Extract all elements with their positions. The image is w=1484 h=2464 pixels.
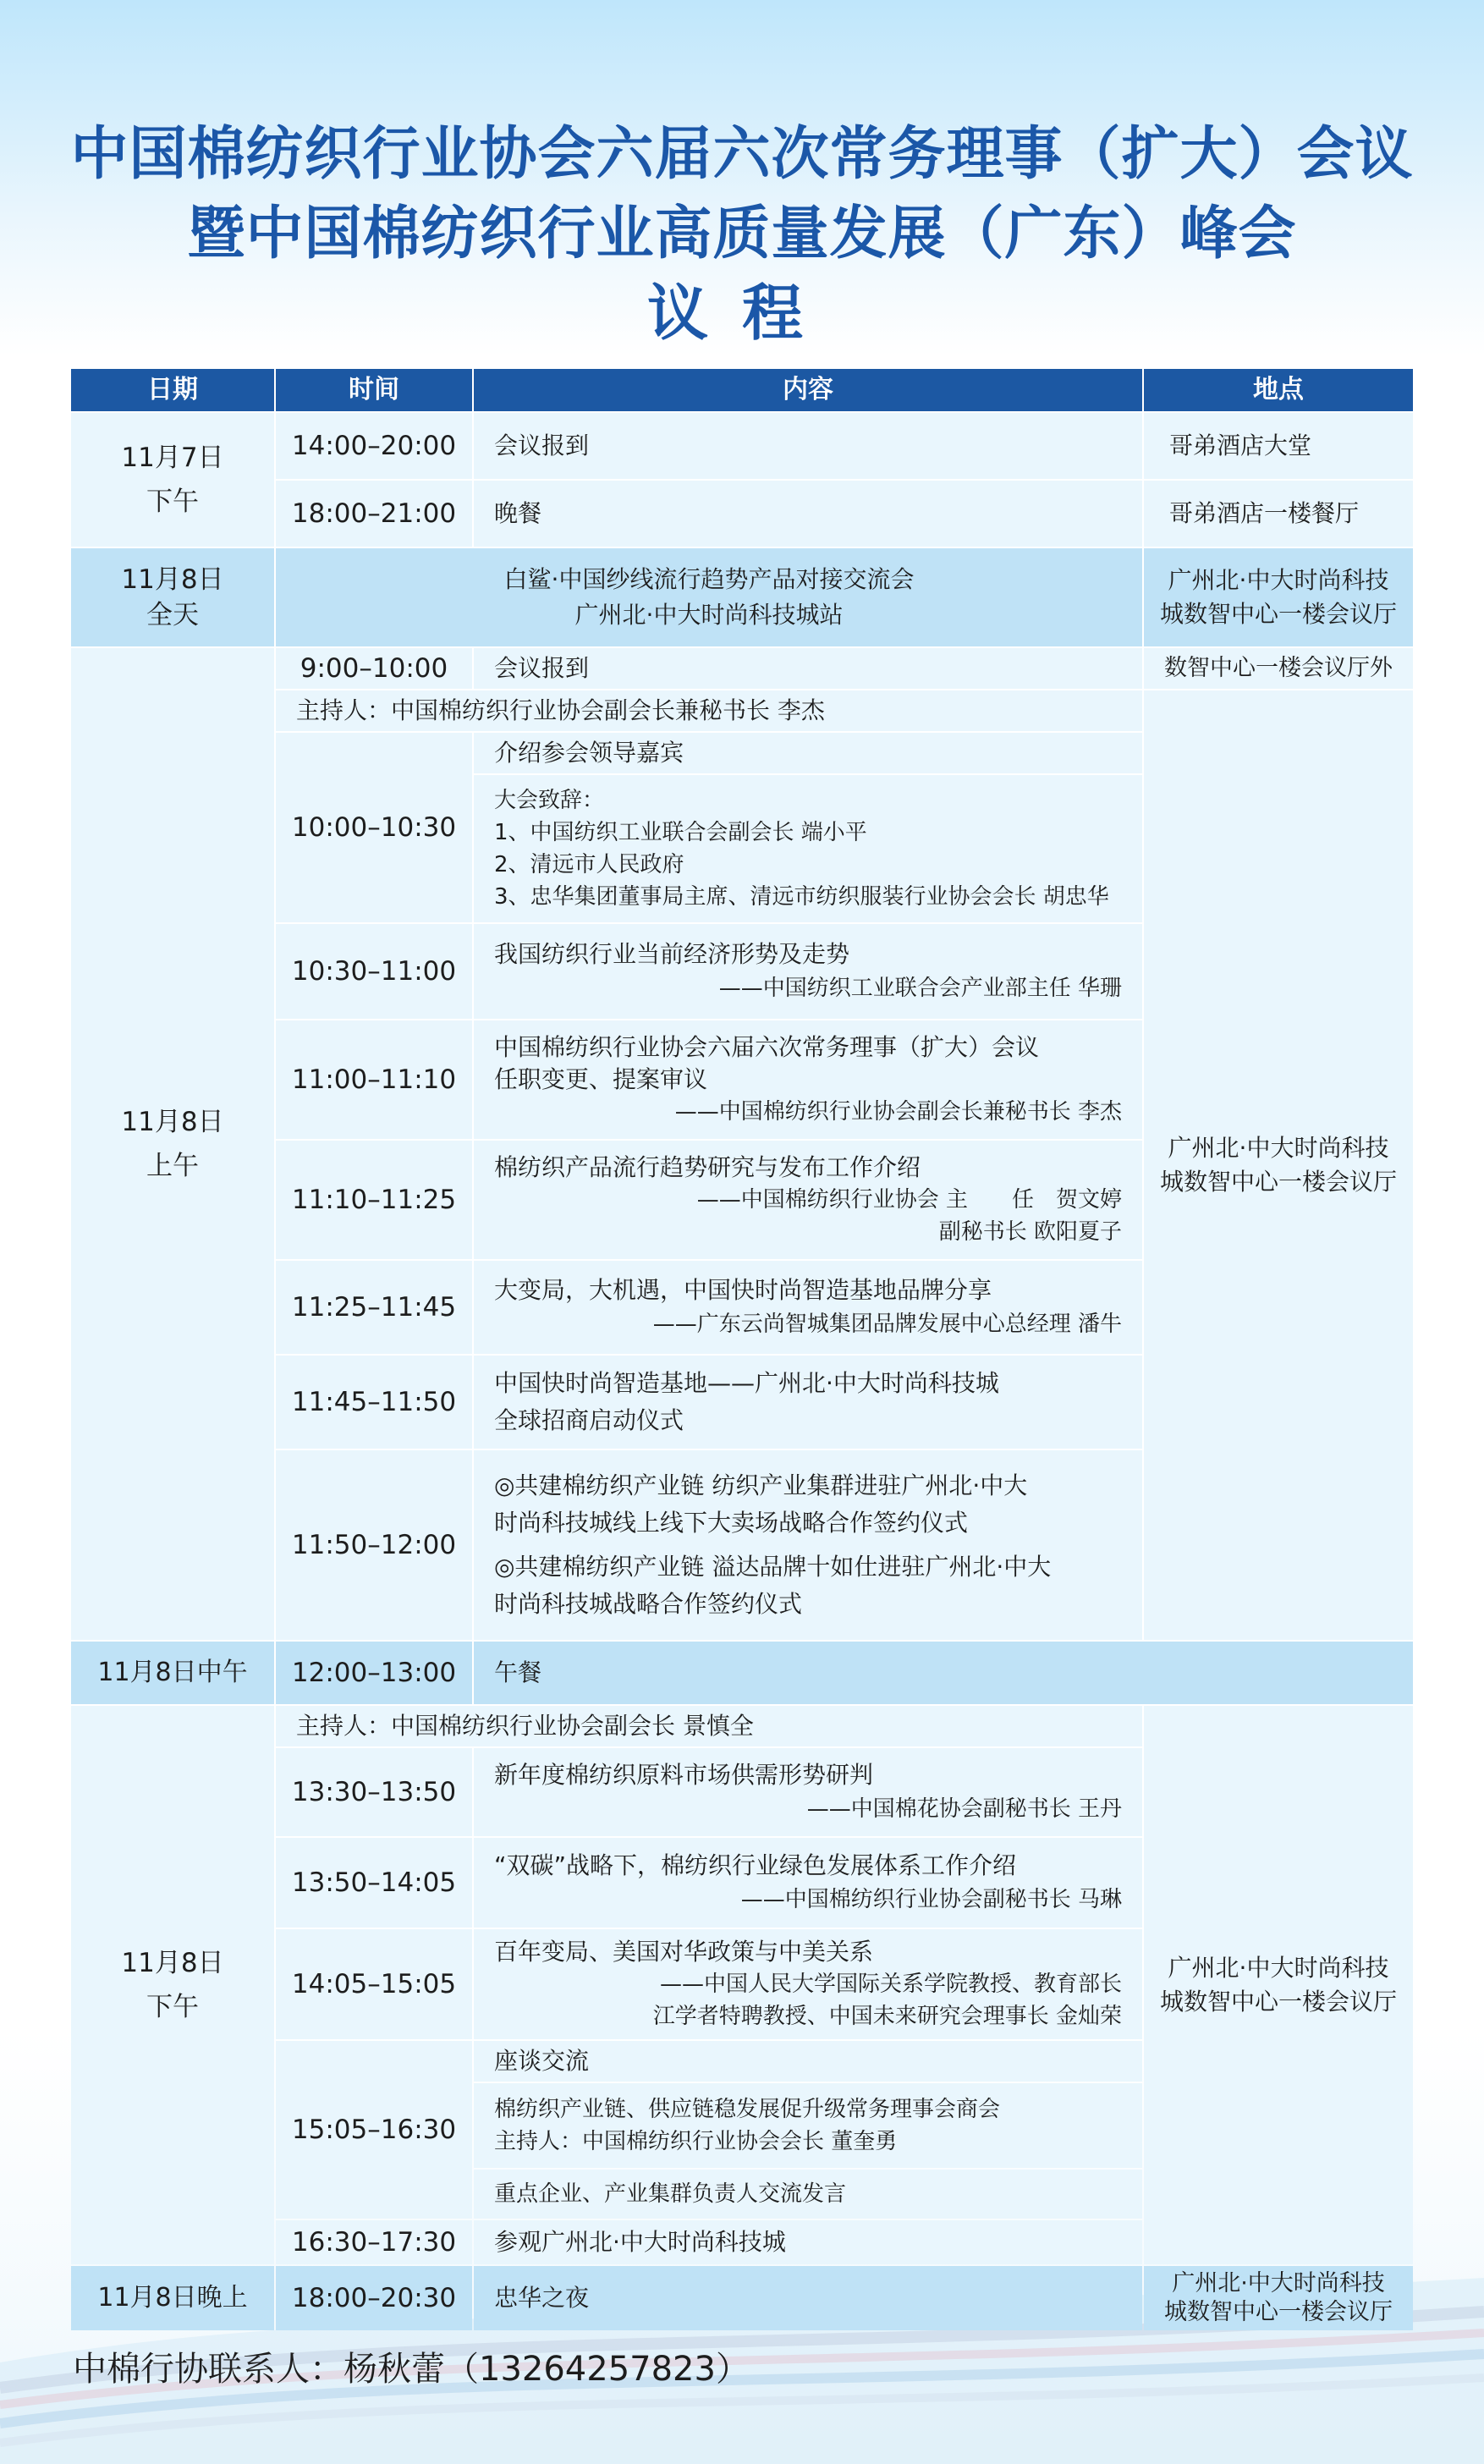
content-cell: 座谈交流 [474, 2041, 1142, 2082]
session-title: 中国快时尚智造基地——广州北·中大时尚科技城 [494, 1369, 999, 1397]
time-cell: 18:00–21:00 [276, 481, 472, 547]
date-cell: 11月8日晚上 [71, 2266, 274, 2330]
signing-item: ◎共建棉纺织产业链 纺织产业集群进驻广州北·中大 [494, 1471, 1028, 1499]
location-line: 广州北·中大时尚科技 [1168, 1954, 1389, 1982]
host-cell: 主持人：中国棉纺织行业协会副会长兼秘书长 李杰 [276, 690, 1142, 731]
location-line: 城数智中心一楼会议厅 [1159, 1168, 1397, 1196]
content-cell: 午餐 [474, 1642, 1413, 1704]
date-period: 下午 [146, 1992, 199, 2022]
time-cell: 16:30–17:30 [276, 2220, 472, 2264]
content-cell: 会议报到 [474, 413, 1142, 479]
speech-item: 2、清远市人民政府 [494, 852, 684, 877]
time-cell: 14:05–15:05 [276, 1929, 472, 2039]
speaker: 副秘书长 欧阳夏子 [938, 1219, 1122, 1245]
content-cell: 介绍参会领导嘉宾 [474, 733, 1142, 773]
title-agenda: 议程 [646, 277, 837, 349]
speaker: ——中国棉纺织行业协会副秘书长 马琳 [740, 1887, 1122, 1912]
date-cell [71, 648, 274, 1640]
location-cell: 哥弟酒店大堂 [1144, 413, 1413, 479]
session-title: “双碳”战略下，棉纺织行业绿色发展体系工作介绍 [494, 1851, 1017, 1879]
speaker: ——广东云尚智城集团品牌发展中心总经理 潘牛 [652, 1312, 1122, 1337]
time-cell: 15:05–16:30 [276, 2041, 472, 2219]
content-cell [474, 1261, 1142, 1354]
time-cell: 14:00–20:00 [276, 413, 472, 479]
content-cell: 晚餐 [474, 481, 1142, 547]
session-title: 任职变更、提案审议 [494, 1065, 708, 1093]
location-cell: 数智中心一楼会议厅外 [1144, 648, 1413, 689]
time-cell: 9:00–10:00 [276, 648, 472, 689]
event-venue: 广州北·中大时尚科技城站 [574, 601, 844, 629]
event-title: 白鲨·中国纱线流行趋势产品对接交流会 [503, 565, 915, 593]
location-line: 城数智中心一楼会议厅 [1159, 1988, 1397, 2016]
header-time: 时间 [276, 369, 472, 411]
meeting-host: 主持人：中国棉纺织行业协会会长 董奎勇 [494, 2129, 898, 2154]
signing-item: 时尚科技城线上线下大卖场战略合作签约仪式 [494, 1509, 969, 1537]
date-period: 上午 [146, 1151, 199, 1181]
date-text: 11月8日 [121, 1948, 224, 1978]
time-cell: 11:10–11:25 [276, 1141, 472, 1259]
title-line-2: 暨中国棉纺织行业高质量发展（广东）峰会 [187, 201, 1297, 267]
content-cell [474, 1020, 1142, 1139]
content-cell [276, 548, 1142, 646]
contact-info: 中棉行协联系人：杨秋蕾（13264257823） [73, 2350, 750, 2389]
time-cell: 12:00–13:00 [276, 1642, 472, 1704]
content-cell: 参观广州北·中大时尚科技城 [474, 2220, 1142, 2264]
content-cell [474, 775, 1142, 922]
date-period: 全天 [146, 600, 199, 630]
signing-item: 时尚科技城战略合作签约仪式 [494, 1590, 803, 1618]
location-line: 广州北·中大时尚科技 [1168, 566, 1389, 594]
header-date: 日期 [71, 369, 274, 411]
session-title: 全球招商启动仪式 [494, 1406, 684, 1434]
speech-item: 3、忠华集团董事局主席、清远市纺织服装行业协会会长 胡忠华 [494, 884, 1109, 910]
content-cell [474, 1748, 1142, 1836]
time-cell: 13:30–13:50 [276, 1748, 472, 1836]
session-title: 新年度棉纺织原料市场供需形势研判 [494, 1761, 874, 1789]
speaker: ——中国人民大学国际关系学院教授、教育部长 [659, 1972, 1122, 1997]
session-title: 百年变局、美国对华政策与中美关系 [494, 1938, 874, 1966]
time-cell: 11:45–11:50 [276, 1356, 472, 1449]
date-text: 11月8日 [121, 564, 224, 595]
speech-item: 1、中国纺织工业联合会副会长 端小平 [494, 820, 867, 845]
meeting-title: 棉纺织产业链、供应链稳发展促升级常务理事会商会 [494, 2097, 1001, 2122]
agenda-table [71, 369, 1413, 2330]
location-cell [1144, 690, 1413, 1640]
header-location: 地点 [1144, 369, 1413, 411]
location-line: 广州北·中大时尚科技 [1172, 2270, 1385, 2296]
date-text: 11月8日 [121, 1107, 224, 1137]
content-cell [474, 1929, 1142, 2039]
speaker: ——中国纺织工业联合会产业部主任 华珊 [718, 976, 1122, 1001]
time-cell: 11:50–12:00 [276, 1450, 472, 1640]
date-text: 11月7日 [121, 443, 224, 473]
location-line: 城数智中心一楼会议厅 [1159, 600, 1397, 628]
host-cell: 主持人：中国棉纺织行业协会副会长 景慎全 [276, 1706, 1142, 1746]
content-cell [474, 924, 1142, 1019]
speaker: ——中国棉纺织行业协会副会长兼秘书长 李杰 [674, 1099, 1122, 1125]
content-cell [474, 1838, 1142, 1928]
title-line-1: 中国棉纺织行业协会六届六次常务理事（扩大）会议 [70, 121, 1414, 188]
date-period: 下午 [146, 487, 199, 517]
session-title: 中国棉纺织行业协会六届六次常务理事（扩大）会议 [494, 1033, 1040, 1061]
session-title: 我国纺织行业当前经济形势及走势 [494, 940, 850, 968]
location-cell [1144, 548, 1413, 646]
content-cell [474, 1450, 1142, 1640]
location-line: 城数智中心一楼会议厅 [1164, 2299, 1393, 2325]
content-cell [474, 2083, 1142, 2168]
date-cell [71, 548, 274, 646]
speaker: ——中国棉花协会副秘书长 王丹 [806, 1796, 1122, 1822]
time-cell: 10:00–10:30 [276, 733, 472, 922]
date-cell [71, 413, 274, 547]
time-cell: 18:00–20:30 [276, 2266, 472, 2330]
speaker: 江学者特聘教授、中国未来研究会理事长 金灿荣 [652, 2004, 1122, 2029]
time-cell: 10:30–11:00 [276, 924, 472, 1019]
time-cell: 11:00–11:10 [276, 1020, 472, 1139]
signing-item: ◎共建棉纺织产业链 溢达品牌十如仕进驻广州北·中大 [494, 1553, 1052, 1581]
time-cell: 11:25–11:45 [276, 1261, 472, 1354]
content-cell: 重点企业、产业集群负责人交流发言 [474, 2170, 1142, 2219]
speaker: ——中国棉纺织行业协会 主 任 贺文婷 [696, 1187, 1122, 1213]
content-cell [474, 1356, 1142, 1449]
header-content: 内容 [474, 369, 1142, 411]
location-cell [1144, 1706, 1413, 2264]
session-title: 棉纺织产品流行趋势研究与发布工作介绍 [494, 1153, 921, 1181]
speech-title: 大会致辞： [494, 788, 605, 813]
content-cell: 会议报到 [474, 648, 1142, 689]
location-cell [1144, 2266, 1413, 2330]
date-cell [71, 1706, 274, 2264]
location-cell: 哥弟酒店一楼餐厅 [1144, 481, 1413, 547]
time-cell: 13:50–14:05 [276, 1838, 472, 1928]
session-title: 大变局，大机遇，中国快时尚智造基地品牌分享 [494, 1276, 992, 1304]
content-cell [474, 1141, 1142, 1259]
location-line: 广州北·中大时尚科技 [1168, 1134, 1389, 1162]
date-cell: 11月8日中午 [71, 1642, 274, 1704]
content-cell: 忠华之夜 [474, 2266, 1142, 2330]
